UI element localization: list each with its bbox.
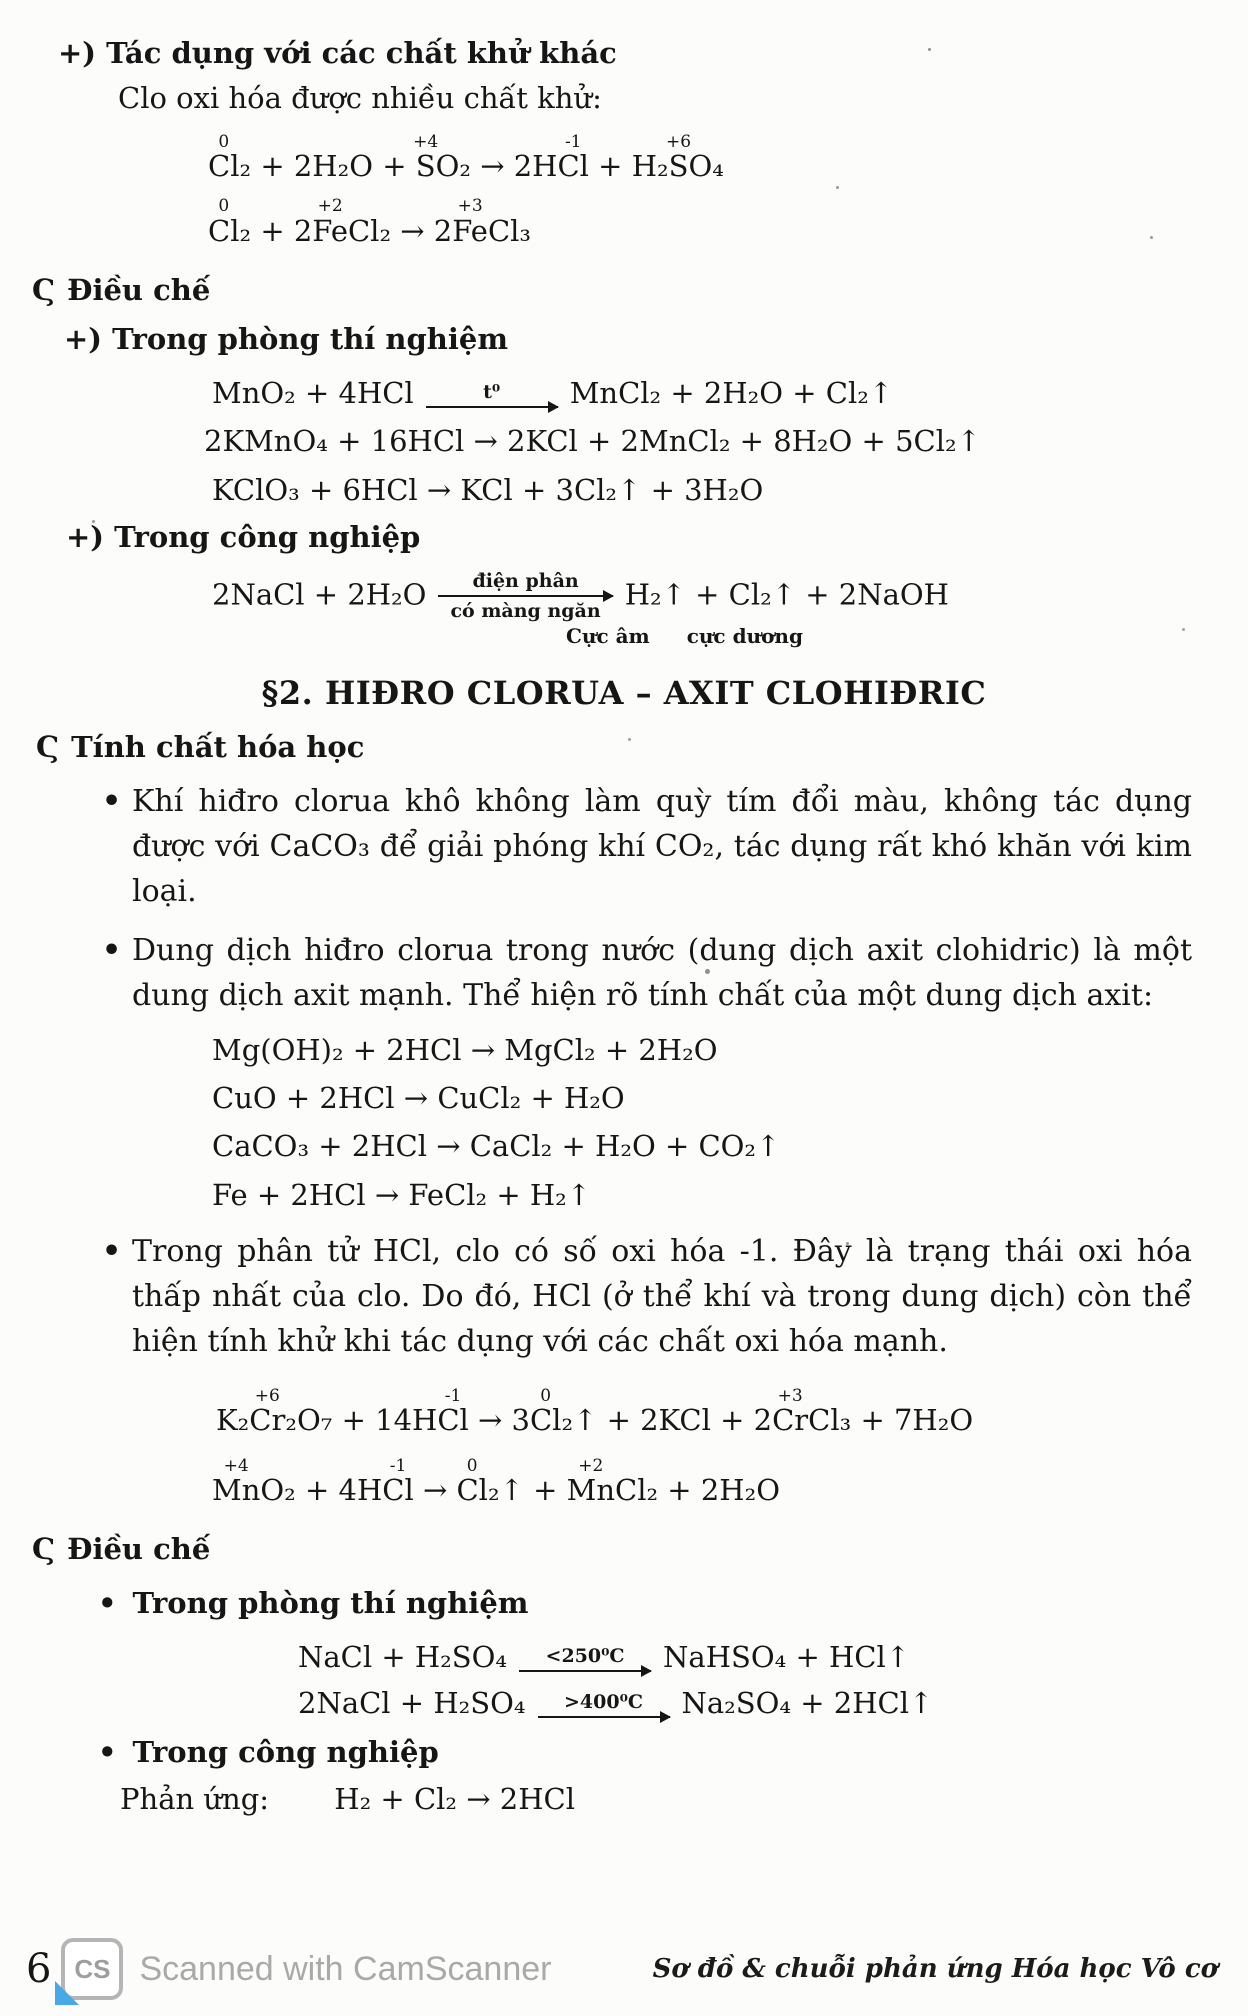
property-bullet-1 (102, 779, 1192, 914)
equation-h2-cl2: H₂ + Cl₂ → 2HCl (334, 1782, 575, 1817)
equation-electrolysis-nacl: 2NaCl + 2H₂O điện phân có màng ngăn H₂↑ + Cl₂↑ + 2NaOH (212, 569, 949, 622)
section-title: Tính chất hóa học (71, 729, 365, 764)
bullet-industry-title-hcl (98, 1733, 1248, 1772)
book-title-footer: Sơ đồ & chuỗi phản ứng Hóa học Vô cơ (652, 1954, 1218, 1984)
equation-k2cr2o7-hcl: K₂ +6 Cr₂O₇ + 14H -1 Cl → 3 0 Cl₂↑ + 2KCl + 2 +3 CrCl₃ + 7H₂O (216, 1385, 974, 1437)
section-title: Điều chế (67, 1532, 211, 1567)
section-dieu-che-hcl (32, 1530, 1248, 1569)
subsection-title: Trong công nghiệp (132, 1735, 439, 1770)
intro-line: Clo oxi hóa được nhiều chất khử: (118, 81, 602, 116)
equation-nacl-h2so4-400: 2NaCl + H₂SO₄ >400⁰C Na₂SO₄ + 2HCl↑ (298, 1685, 934, 1720)
scan-specks (0, 0, 3, 3)
section-marker-icon: Ϛ (36, 729, 60, 764)
equation-cuo-hcl: CuO + 2HCl → CuCl₂ + H₂O (212, 1081, 625, 1116)
cathode-label: Cực âm (566, 623, 650, 648)
equation-fe-hcl: Fe + 2HCl → FeCl₂ + H₂↑ (212, 1177, 592, 1212)
section-tinh-chat-hoa-hoc (36, 728, 1248, 767)
equation-kmno4-hcl: 2KMnO₄ + 16HCl → 2KCl + 2MnCl₂ + 8H₂O + 5Cl₂↑ (204, 424, 981, 459)
section-marker-icon: Ϛ (32, 272, 56, 307)
bullet-icon: • (102, 783, 122, 819)
section-marker-icon: Ϛ (32, 1532, 56, 1567)
subsection-industry-cl2: +) Trong công nghiệp (66, 519, 421, 554)
camscanner-watermark: Scanned with CamScanner (139, 1949, 552, 1988)
section-title: Điều chế (67, 272, 211, 307)
page-number: 6 (26, 1946, 52, 1992)
paragraph-text: Dung dịch hiđro clorua trong nước (dung dịch axit clohidric) là một dung dịch axit mạnh. Thể hiện rõ tính chất của một dung dịch axit: (132, 932, 1192, 1013)
reaction-label: Phản ứng: (120, 1782, 270, 1817)
property-bullet-2 (102, 928, 1192, 1018)
paragraph-text: Khí hiđro clorua khô không làm quỳ tím đổi màu, không tác dụng được với CaCO₃ để giải phóng khí CO₂, tác dụng rất khó khăn với kim loại. (132, 783, 1192, 909)
equation-cl2-fecl2: 0 Cl₂ + 2 +2 FeCl₂ → 2 +3 FeCl₃ (208, 196, 532, 248)
bullet-icon: • (102, 1233, 122, 1269)
subsection-lab-cl2: +) Trong phòng thí nghiệm (64, 321, 509, 356)
equation-mno2-hcl-redox: +4 MnO₂ + 4H -1 Cl → 0 Cl₂↑ + +2 MnCl₂ + 2H₂O (212, 1456, 780, 1508)
section-dieu-che-cl2 (32, 271, 1248, 310)
equation-kclo3-hcl: KClO₃ + 6HCl → KCl + 3Cl₂↑ + 3H₂O (212, 472, 764, 507)
camscanner-logo-icon (61, 1938, 123, 2000)
electrode-labels (566, 624, 1248, 648)
logo-fold-triangle (55, 1981, 79, 2005)
equation-nacl-h2so4-250: NaCl + H₂SO₄ <250⁰C NaHSO₄ + HCl↑ (298, 1639, 911, 1674)
paragraph-text: Trong phân tử HCl, clo có số oxi hóa -1. Đây là trạng thái oxi hóa thấp nhất của clo. Do đó, HCl (ở thể khí và trong dung dịch) còn thể hiện tính khử khi tác dụng với các chất oxi hóa mạnh. (132, 1233, 1192, 1359)
equation-mno2-hcl-lab: MnO₂ + 4HCl t⁰ MnCl₂ + 2H₂O + Cl₂↑ (212, 376, 894, 411)
reaction-line (120, 1780, 1248, 1819)
chapter-heading-hcl: §2. HIĐRO CLORUA – AXIT CLOHIĐRIC (261, 673, 987, 712)
bullet-lab-title-hcl (98, 1584, 1248, 1623)
bullet-icon: • (98, 1735, 117, 1770)
logo-letters: CS (74, 1953, 111, 1984)
equation-mgoh2-hcl: Mg(OH)₂ + 2HCl → MgCl₂ + 2H₂O (212, 1032, 718, 1067)
property-bullet-3 (102, 1229, 1192, 1364)
subsection-title: Trong phòng thí nghiệm (132, 1585, 529, 1620)
anode-label: cực dương (686, 623, 803, 648)
bullet-icon: • (102, 932, 122, 968)
page-footer (26, 1938, 1218, 2000)
subsection-title-chlorine-oxidizer: +) Tác dụng với các chất khử khác (58, 36, 617, 70)
equation-cl2-h2o-so2: 0 Cl₂ + 2H₂O + +4 SO₂ → 2H -1 Cl + H₂ +6 SO₄ (208, 132, 724, 184)
bullet-icon: • (98, 1585, 117, 1620)
equation-caco3-hcl: CaCO₃ + 2HCl → CaCl₂ + H₂O + CO₂↑ (212, 1129, 781, 1164)
